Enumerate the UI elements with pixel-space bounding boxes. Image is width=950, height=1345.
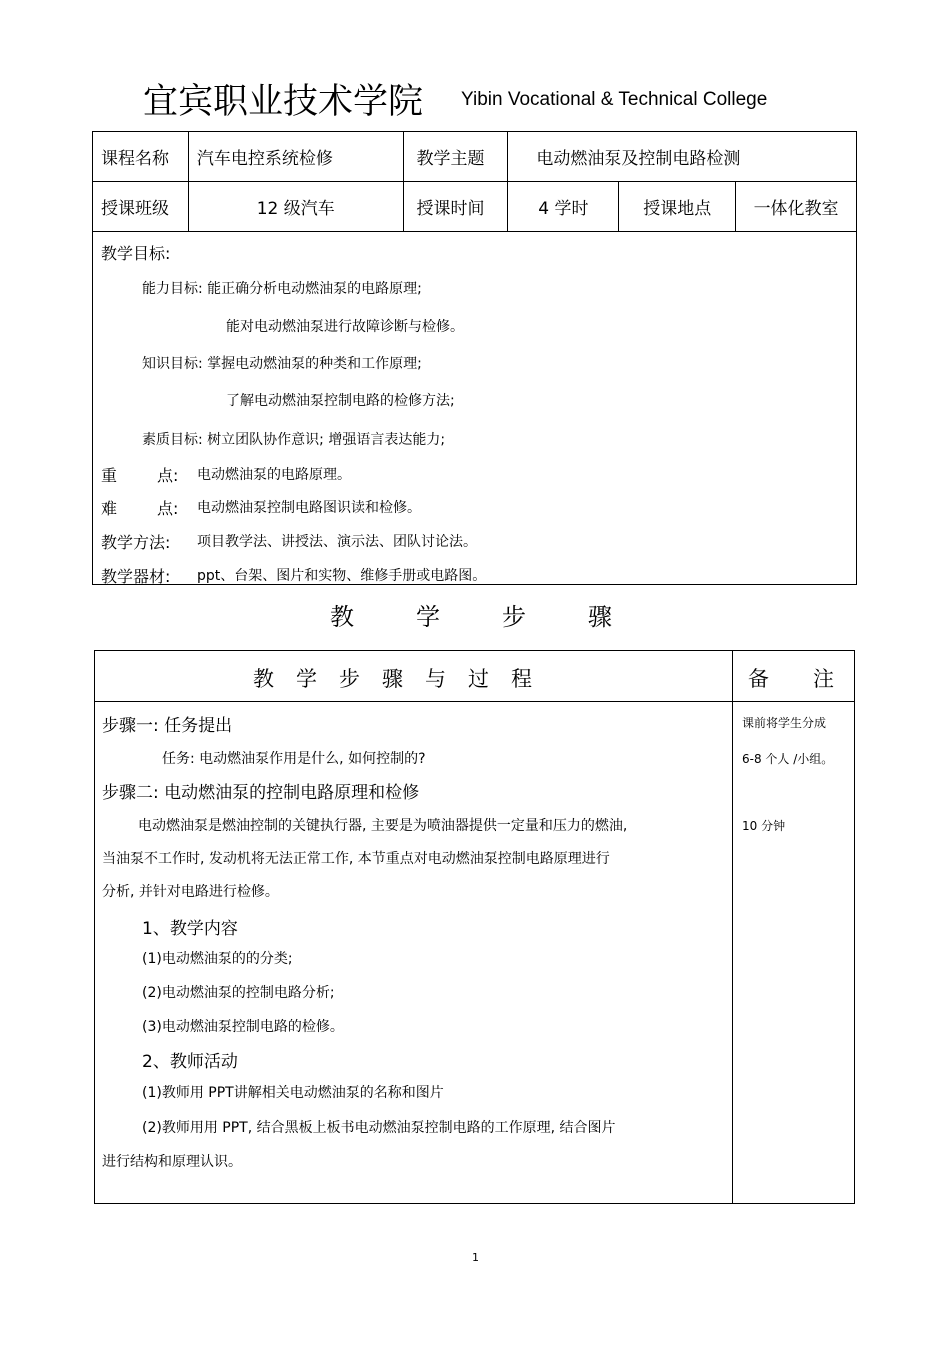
difficulty-label-1: 难 (101, 499, 118, 518)
content-item-1: (1)电动燃油泵的的分类; (142, 951, 293, 967)
difficulty-value: 电动燃油泵控制电路图识读和检修。 (197, 500, 421, 516)
knowledge-objective-2: 了解电动燃油泵控制电路的检修方法; (226, 393, 455, 409)
column-divider (732, 651, 733, 1203)
step1-task: 任务: 电动燃油泵作用是什么, 如何控制的? (162, 751, 426, 767)
teacher-item-2b: 进行结构和原理认识。 (102, 1154, 242, 1170)
college-name-cn: 宜宾职业技术学院 (143, 82, 424, 122)
content-item-2: (2)电动燃油泵的控制电路分析; (142, 985, 335, 1001)
content-title: 1、教学内容 (142, 919, 238, 939)
college-name-en: Yibin Vocational & Technical College (461, 89, 768, 110)
class-value: 12 级汽车 (188, 182, 403, 232)
page-number: 1 (472, 1251, 479, 1264)
place-value: 一体化教室 (736, 182, 857, 232)
time-label: 授课时间 (403, 182, 508, 232)
note-line-3: 10 分钟 (742, 819, 786, 833)
teacher-item-1: (1)教师用 PPT讲解相关电动燃油泵的名称和图片 (142, 1085, 444, 1101)
ability-objective-1: 能力目标: 能正确分析电动燃油泵的电路原理; (142, 281, 422, 297)
place-label: 授课地点 (619, 182, 736, 232)
course-value: 汽车电控系统检修 (188, 132, 403, 182)
theme-value: 电动燃油泵及控制电路检测 (508, 132, 857, 182)
quality-objective: 素质目标: 树立团队协作意识; 增强语言表达能力; (142, 432, 446, 448)
step1-title: 步骤一: 任务提出 (102, 716, 233, 736)
difficulty-label-2: 点: (157, 499, 179, 518)
course-label: 课程名称 (93, 132, 189, 182)
process-column-header: 教学步骤与过程 (253, 667, 554, 691)
equipment-label: 教学器材: (101, 567, 171, 586)
table-row (93, 132, 857, 182)
method-label: 教学方法: (101, 533, 171, 552)
equipment-value: ppt、台架、图片和实物、维修手册或电路图。 (197, 568, 487, 584)
teacher-item-2a: (2)教师用用 PPT, 结合黑板上板书电动燃油泵控制电路的工作原理, 结合图片 (142, 1120, 616, 1136)
time-value: 4 学时 (508, 182, 619, 232)
steps-heading: 教学步骤 (330, 603, 674, 631)
theme-label: 教学主题 (403, 132, 508, 182)
ability-objective-2: 能对电动燃油泵进行故障诊断与检修。 (226, 319, 464, 335)
course-info-table (92, 131, 857, 232)
teacher-title: 2、教师活动 (142, 1052, 238, 1072)
objectives-title: 教学目标: (101, 244, 171, 263)
key-point-label-1: 重 (101, 466, 118, 485)
step2-title: 步骤二: 电动燃油泵的控制电路原理和检修 (102, 783, 420, 803)
note-line-1: 课前将学生分成 (742, 716, 827, 730)
class-label: 授课班级 (93, 182, 189, 232)
note-column-header: 备注 (748, 667, 878, 691)
table-row (93, 182, 857, 232)
method-value: 项目教学法、讲授法、演示法、团队讨论法。 (197, 534, 477, 550)
paragraph-line-1: 电动燃油泵是燃油控制的关键执行器, 主要是为喷油器提供一定量和压力的燃油, (138, 818, 628, 834)
key-point-value: 电动燃油泵的电路原理。 (197, 467, 351, 483)
content-item-3: (3)电动燃油泵控制电路的检修。 (142, 1019, 344, 1035)
key-point-label-2: 点: (157, 466, 179, 485)
paragraph-line-3: 分析, 并针对电路进行检修。 (102, 884, 279, 900)
knowledge-objective-1: 知识目标: 掌握电动燃油泵的种类和工作原理; (142, 356, 422, 372)
paragraph-line-2: 当油泵不工作时, 发动机将无法正常工作, 本节重点对电动燃油泵控制电路原理进行 (102, 851, 610, 867)
note-line-2: 6-8 个人 /小组。 (742, 752, 834, 766)
